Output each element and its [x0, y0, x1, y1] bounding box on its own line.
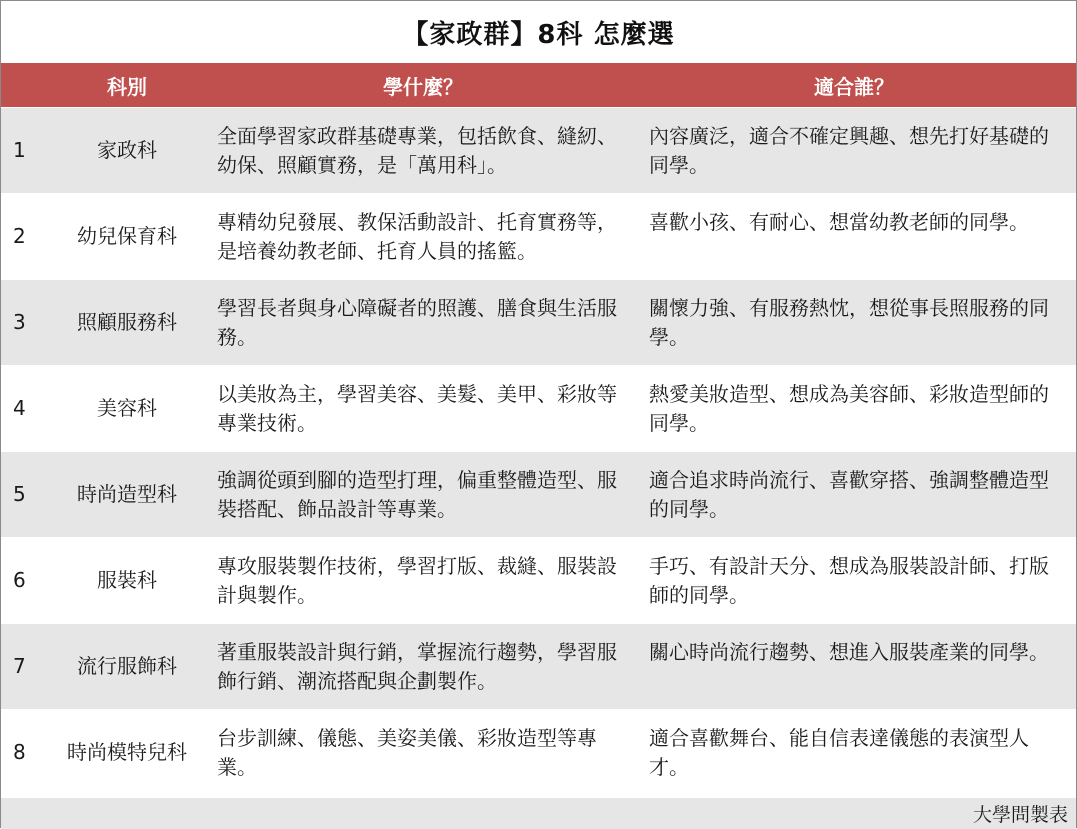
- table-row: [1, 537, 1076, 623]
- table-header-row: [1, 63, 1076, 107]
- row-number: 1: [13, 138, 26, 162]
- subject-suitable-for: 適合追求時尚流行、喜歡穿搭、強調整體造型的同學。: [649, 468, 1049, 521]
- row-number: 7: [13, 654, 26, 678]
- subject-content: 著重服裝設計與行銷，掌握流行趨勢，學習服飾行銷、潮流搭配與企劃製作。: [217, 640, 617, 693]
- subject-content: 專攻服裝製作技術，學習打版、裁縫、服裝設計與製作。: [217, 554, 617, 607]
- subject-name: 時尚造型科: [77, 482, 177, 506]
- header-subject: 科別: [107, 74, 147, 99]
- subject-suitable-for: 手巧、有設計天分、想成為服裝設計師、打版師的同學。: [649, 554, 1049, 607]
- subject-content: 以美妝為主，學習美容、美髮、美甲、彩妝等專業技術。: [217, 382, 617, 435]
- table-row: [1, 365, 1076, 451]
- table-row: [1, 193, 1076, 279]
- header-what: 學什麼？: [383, 74, 463, 99]
- subject-suitable-for: 內容廣泛，適合不確定興趣、想先打好基礎的同學。: [649, 124, 1049, 177]
- row-number: 8: [13, 740, 26, 764]
- table-footer: [1, 798, 1076, 829]
- subject-name: 照顧服務科: [77, 310, 177, 334]
- subject-name: 服裝科: [97, 568, 157, 592]
- table-body: [1, 107, 1076, 795]
- subject-name: 流行服飾科: [77, 654, 177, 678]
- subject-name: 家政科: [97, 138, 157, 162]
- row-number: 5: [13, 482, 26, 506]
- subject-content: 台步訓練、儀態、美姿美儀、彩妝造型等專業。: [217, 726, 597, 779]
- subject-content: 專精幼兒發展、教保活動設計、托育實務等，是培養幼教老師、托育人員的搖籃。: [217, 210, 617, 263]
- subject-suitable-for: 熱愛美妝造型、想成為美容師、彩妝造型師的同學。: [649, 382, 1049, 435]
- table-row: [1, 451, 1076, 537]
- subject-suitable-for: 適合喜歡舞台、能自信表達儀態的表演型人才。: [649, 726, 1029, 779]
- table-row: [1, 279, 1076, 365]
- table-title: 【家政群】8科 怎麼選: [402, 19, 675, 50]
- table-row: [1, 107, 1076, 193]
- subject-content: 強調從頭到腳的造型打理，偏重整體造型、服裝搭配、飾品設計等專業。: [217, 468, 617, 521]
- table-row: [1, 623, 1076, 709]
- subject-content: 學習長者與身心障礙者的照護、膳食與生活服務。: [217, 296, 617, 349]
- subject-name: 幼兒保育科: [77, 224, 177, 248]
- subject-suitable-for: 關懷力強、有服務熱忱，想從事長照服務的同學。: [649, 296, 1049, 349]
- row-number: 3: [13, 310, 26, 334]
- header-who: 適合誰？: [814, 74, 894, 99]
- row-number: 6: [13, 568, 26, 592]
- row-number: 2: [13, 224, 26, 248]
- table-row: [1, 709, 1076, 795]
- subject-suitable-for: 喜歡小孩、有耐心、想當幼教老師的同學。: [649, 210, 1029, 234]
- subject-content: 全面學習家政群基礎專業，包括飲食、縫紉、幼保、照顧實務，是「萬用科」。: [217, 124, 617, 177]
- subject-suitable-for: 關心時尚流行趨勢、想進入服裝產業的同學。: [649, 640, 1049, 664]
- subject-name: 美容科: [97, 396, 157, 420]
- row-number: 4: [13, 396, 26, 420]
- subject-name: 時尚模特兒科: [67, 740, 187, 764]
- source-credit: 大學問製表: [972, 804, 1068, 826]
